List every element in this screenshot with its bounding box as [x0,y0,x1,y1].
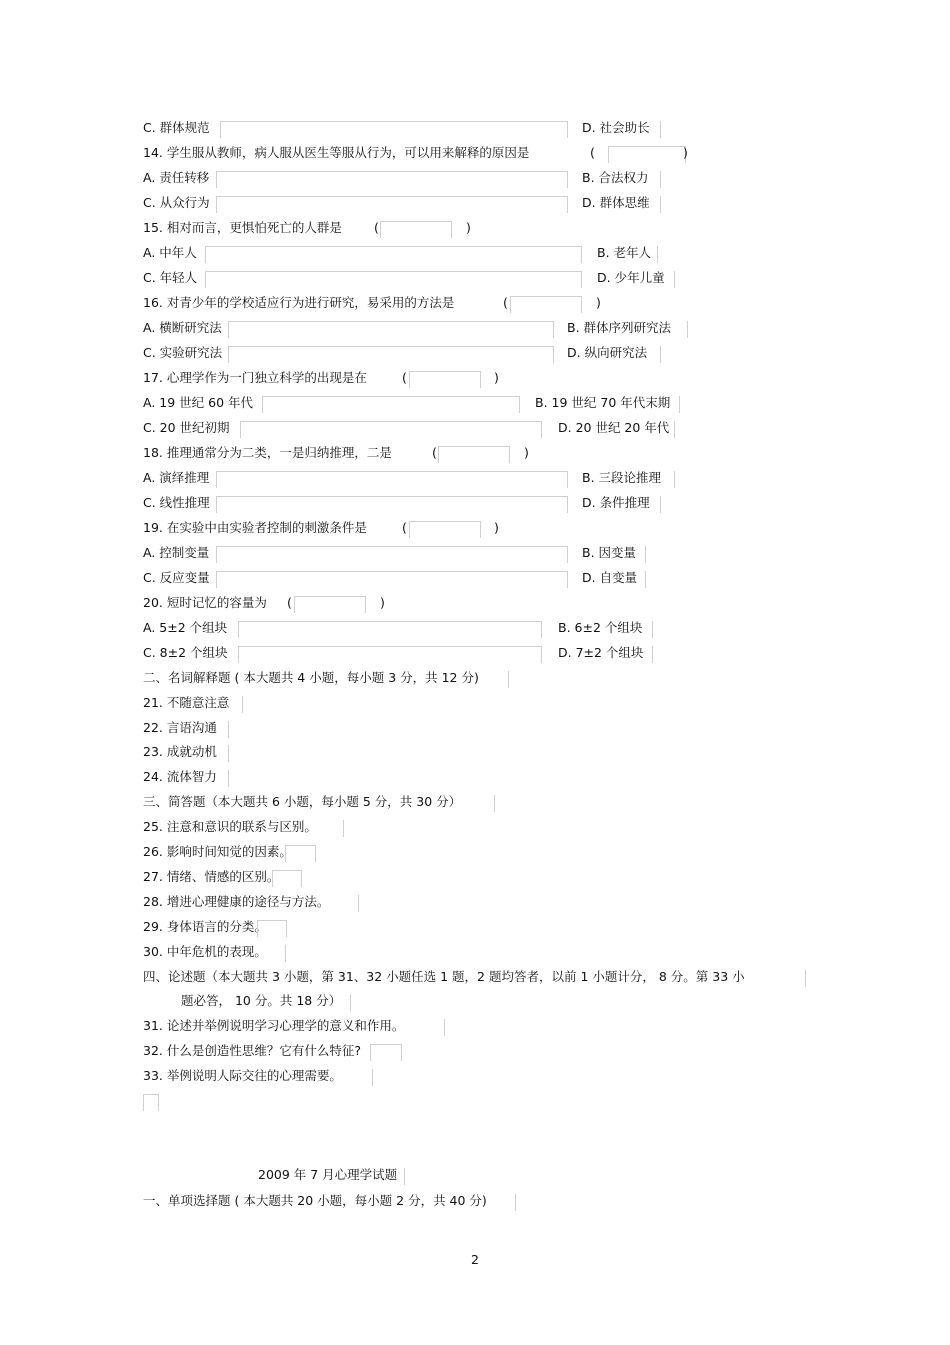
underline-box [216,496,568,513]
line-end-marker [228,770,229,787]
line-end-marker [372,1069,373,1086]
paren-open: ( [374,220,379,235]
page-number: 2 [471,1252,479,1267]
underline-box [216,546,568,563]
paren-close: ) [524,445,529,460]
option-b: B. 合法权力 [582,170,649,185]
option-c: C. 群体规范 [143,120,210,135]
column-divider [652,646,653,663]
line-end-marker [285,845,316,862]
option-b: B. 因变量 [582,545,637,560]
question-27: 27. 情绪、情感的区别。 [143,869,280,884]
column-divider [674,421,675,438]
answer-blank [438,446,510,463]
section-heading-3: 三、简答题（本大题共 6 小题，每小题 5 分，共 30 分） [143,794,462,809]
line-end-marker [350,994,351,1011]
section-heading-2: 二、名词解释题 ( 本大题共 4 小题，每小题 3 分，共 12 分) [143,670,479,685]
line-end-marker [805,970,806,987]
option-c: C. 从众行为 [143,195,210,210]
column-divider [645,571,646,588]
option-a: A. 19 世纪 60 年代 [143,395,254,410]
underline-box [205,246,582,263]
section-heading-1: 一、单项选择题 ( 本大题共 20 小题，每小题 2 分，共 40 分) [143,1193,487,1208]
answer-blank [380,221,452,238]
line-end-marker [228,745,229,762]
option-b: B. 群体序列研究法 [567,320,672,335]
paren-open: ( [402,520,407,535]
column-divider [674,471,675,488]
paren-close: ) [380,595,385,610]
underline-box [240,421,542,438]
option-c: C. 实验研究法 [143,345,223,360]
question-22: 22. 言语沟通 [143,720,217,735]
paren-open: ( [432,445,437,460]
paren-open: ( [287,595,292,610]
column-divider [660,171,661,188]
option-a: A. 责任转移 [143,170,210,185]
line-end-marker [228,721,229,738]
option-d: D. 群体思维 [582,195,650,210]
question-25: 25. 注意和意识的联系与区别。 [143,819,317,834]
option-c: C. 线性推理 [143,495,210,510]
question-19: 19. 在实验中由实验者控制的刺激条件是 [143,520,367,535]
column-divider [687,321,688,338]
line-end-marker [404,1168,405,1185]
line-end-marker [257,920,287,937]
option-b: B. 6±2 个组块 [558,620,643,635]
line-end-marker [343,820,344,837]
paren-close: ) [494,520,499,535]
option-c: C. 年轻人 [143,270,198,285]
line-end-marker [242,696,243,713]
column-divider [679,396,680,413]
column-divider [674,271,675,288]
question-17: 17. 心理学作为一门独立科学的出现是在 [143,370,367,385]
option-d: D. 社会助长 [582,120,650,135]
option-b: B. 老年人 [597,245,652,260]
column-divider [660,121,661,138]
underline-box [205,271,582,288]
question-20: 20. 短时记忆的容量为 [143,595,267,610]
line-end-marker [285,945,286,962]
paren-close: ) [466,220,471,235]
paren-open: ( [402,370,407,385]
option-d: D. 7±2 个组块 [558,645,644,660]
line-end-marker [444,1019,445,1036]
option-d: D. 20 世纪 20 年代 [558,420,670,435]
question-30: 30. 中年危机的表现。 [143,944,267,959]
answer-blank [409,521,481,538]
option-b: B. 19 世纪 70 年代末期 [535,395,671,410]
question-18: 18. 推理通常分为二类，一是归纳推理，二是 [143,445,392,460]
paren-close: ) [596,295,601,310]
line-end-marker [272,870,302,887]
question-28: 28. 增进心理健康的途径与方法。 [143,894,330,909]
underline-box [228,346,554,363]
question-16: 16. 对青少年的学校适应行为进行研究，易采用的方法是 [143,295,455,310]
line-end-marker [515,1194,516,1211]
question-33: 33. 举例说明人际交往的心理需要。 [143,1068,342,1083]
question-31: 31. 论述并举例说明学习心理学的意义和作用。 [143,1018,405,1033]
underline-box [216,171,568,188]
line-end-marker [508,671,509,688]
underline-box [220,121,568,138]
underline-box [216,571,568,588]
underline-box [262,396,520,413]
option-c: C. 反应变量 [143,570,210,585]
option-d: D. 少年儿童 [597,270,665,285]
column-divider [660,346,661,363]
option-a: A. 中年人 [143,245,197,260]
line-end-marker [370,1044,402,1061]
empty-line-marker [143,1094,159,1111]
option-a: A. 5±2 个组块 [143,620,228,635]
underline-box [238,646,542,663]
option-c: C. 20 世纪初期 [143,420,230,435]
section-heading-4: 四、论述题（本大题共 3 小题，第 31、32 小题任选 1 题，2 题均答者，以前 1 小题计分， 8 分。第 33 小 [143,969,745,984]
question-15: 15. 相对而言，更惧怕死亡的人群是 [143,220,342,235]
section-heading-4-continued: 题必答， 10 分。共 18 分） [181,993,342,1008]
option-d: D. 纵向研究法 [567,345,648,360]
answer-blank [608,146,686,163]
question-26: 26. 影响时间知觉的因素。 [143,844,292,859]
option-a: A. 横断研究法 [143,320,222,335]
underline-box [228,321,554,338]
underline-box [216,471,568,488]
question-21: 21. 不随意注意 [143,695,230,710]
question-24: 24. 流体智力 [143,769,217,784]
paren-open: ( [503,295,508,310]
paren-close: ) [494,370,499,385]
line-end-marker [494,795,495,812]
paren-close: ) [683,145,688,160]
column-divider [645,546,646,563]
option-b: B. 三段论推理 [582,470,662,485]
question-32: 32. 什么是创造性思维？它有什么特征? [143,1043,361,1058]
underline-box [238,621,542,638]
option-d: D. 自变量 [582,570,638,585]
answer-blank [294,596,366,613]
underline-box [216,196,568,213]
column-divider [657,246,658,263]
line-end-marker [358,895,359,912]
question-14: 14. 学生服从教师，病人服从医生等服从行为，可以用来解释的原因是 [143,145,530,160]
option-a: A. 演绎推理 [143,470,210,485]
option-c: C. 8±2 个组块 [143,645,228,660]
column-divider [652,621,653,638]
question-29: 29. 身体语言的分类。 [143,919,267,934]
option-a: A. 控制变量 [143,545,210,560]
column-divider [660,196,661,213]
question-23: 23. 成就动机 [143,744,217,759]
column-divider [660,496,661,513]
option-d: D. 条件推理 [582,495,650,510]
answer-blank [510,296,582,313]
paren-open: ( [590,145,595,160]
exam-title: 2009 年 7 月心理学试题 [258,1167,398,1182]
answer-blank [409,371,481,388]
